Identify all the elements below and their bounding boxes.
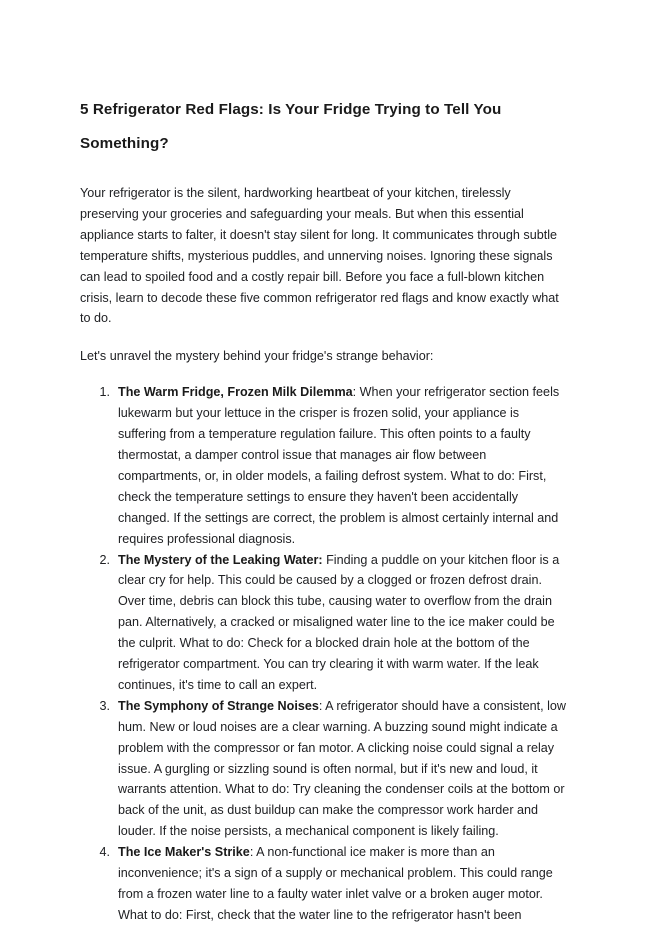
lead-in-text: Let's unravel the mystery behind your fridge's strange behavior: <box>80 349 434 364</box>
list-item-body: A non-functional ice maker is more than an inconvenience; it's a sign of a supply or mechanical problem. This could range from a frozen water line to a faulty water inlet valve or a broken auger motor. What to do: First, check that the water line to the refrigerator hasn't been <box>118 845 553 922</box>
list-item <box>80 550 570 696</box>
list-item-heading: The Symphony of Strange Noises <box>118 698 319 713</box>
list-item-heading: The Mystery of the Leaking Water: <box>118 552 323 567</box>
list-item <box>80 382 570 549</box>
intro-paragraph: Your refrigerator is the silent, hardworking heartbeat of your kitchen, tirelessly preserving your groceries and safeguarding your meals. But when this essential appliance starts to falter, it doesn't stay silent for long. It communicates through subtle temperature shifts, mysterious puddles, and unnerving noises. Ignoring these signals can lead to spoiled food and a costly repair bill. Before you face a full-blown kitchen crisis, learn to decode these five common refrigerator red flags and know exactly what to do. <box>80 186 559 326</box>
list-item <box>80 696 570 842</box>
list-item-separator: : <box>249 845 257 860</box>
list-item-separator: : <box>318 698 326 713</box>
list-item-separator: : <box>352 385 360 400</box>
list-item-body: A refrigerator should have a consistent, low hum. New or loud noises are a clear warning. A buzzing sound might indicate a problem with the compressor or fan motor. A clicking noise could signal a relay issue. A gurgling or sizzling sound is often normal, but if it's new and loud, it warrants attention. What to do: Try cleaning the condenser coils at the bottom or back of the unit, as dust buildup can make the compressor work harder and louder. If the noise persists, a mechanical component is likely failing. <box>118 698 566 839</box>
list-item-body: Finding a puddle on your kitchen floor is a clear cry for help. This could be caused by a clogged or frozen defrost drain. Over time, debris can block this tube, causing water to overflow from the drain pan. Alternatively, a cracked or misaligned water line to the ice maker could be the culprit. What to do: Check for a blocked drain hole at the bottom of the refrigerator compartment. You can try clearing it with warm water. If the leak continues, it's time to call an expert. <box>118 552 560 692</box>
red-flags-list <box>80 367 570 926</box>
list-item-heading: The Ice Maker's Strike <box>118 845 250 860</box>
page-title: 5 Refrigerator Red Flags: Is Your Fridge Trying to Tell You Something? <box>80 101 502 152</box>
list-item <box>80 842 570 926</box>
list-item-body: When your refrigerator section feels lukewarm but your lettuce in the crisper is frozen solid, your appliance is suffering from a temperature regulation failure. This often points to a faulty thermostat, a damper control issue that manages air flow between compartments, or, in older models, a failing defrost system. What to do: First, check the temperature settings to ensure they haven't been accidentally changed. If the settings are correct, the problem is almost certainly internal and requires professional diagnosis. <box>118 385 560 546</box>
list-item-heading: The Warm Fridge, Frozen Milk Dilemma <box>118 385 353 400</box>
